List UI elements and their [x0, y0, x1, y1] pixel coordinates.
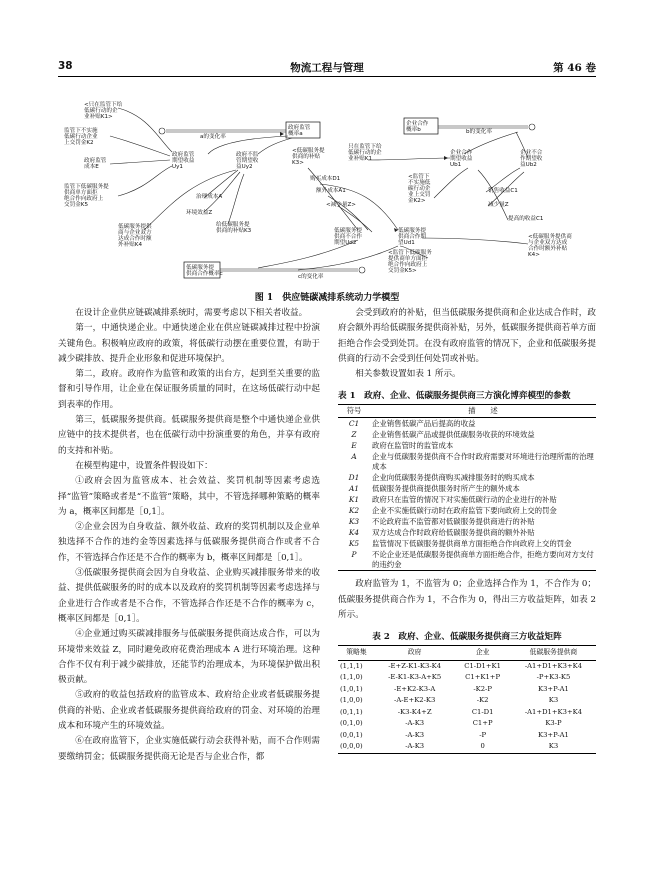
table1-symbol: C1 — [348, 418, 360, 428]
a-rate-label: a的变化率 — [200, 134, 226, 140]
paragraph: 第三，低碳服务提供商。低碳服务提供商是整个中通快递企业供应链中的技术提供者，也在低碳行动中扮演重要的角色，并享有政府的支持和补贴。 — [58, 415, 320, 456]
note-k3b: 给低碳服务提供商的补贴K3 — [216, 222, 252, 234]
table-row — [338, 494, 596, 505]
page-number: 38 — [58, 60, 73, 72]
b-rate-label: b的变化率 — [466, 129, 492, 135]
a-cloud — [159, 128, 165, 134]
table2-cell: 0 — [454, 741, 511, 753]
right-column — [338, 306, 596, 754]
paragraph: ⑥在政府监管下，企业实施低碳行动会获得补贴，而不合作则需要缴纳罚金；低碳服务提供商无论是否与企业合作，都 — [58, 736, 320, 762]
note-k1b: 只在监管下给低碳行动的企业补贴K1 — [348, 144, 382, 162]
table1-description: 政府只在监管的情况下对实施低碳行动的企业进行的补贴 — [372, 494, 557, 504]
table1-symbol: D1 — [348, 472, 360, 482]
note-k1: <只在监管下给低碳行动的企业补贴K1> — [84, 102, 123, 120]
link — [118, 108, 172, 152]
ent-prob-label: 企业合作概率b — [406, 121, 429, 133]
payoff-matrix-table — [338, 645, 596, 754]
table-row — [338, 741, 596, 753]
paragraph: 第一，中通快递企业。中通快递企业在供应链碳减排过程中扮演关键角色。积极响应政府的政策，将低碳行动摆在重要位置，有助于减少碳排放、提升企业形象和促进环境保护。 — [58, 323, 320, 364]
table1-symbol: E — [351, 440, 357, 450]
note-z: 环境效益Z — [186, 210, 213, 216]
note-a: 治理成本A — [196, 194, 223, 200]
table2-cell: (0,1,1) — [340, 707, 363, 716]
table1-title: 表 1 政府、企业、低碳服务提供商三方演化博弈模型的参数 — [338, 391, 571, 402]
table-row — [338, 538, 596, 549]
table-row — [338, 660, 596, 672]
table2-cell: -E+K2-K3-A — [394, 684, 436, 693]
low-payoff: 低碳服务提供商不合作期望Ud2 — [334, 228, 362, 246]
table2-cell: -A-E+K2-K3 — [394, 696, 436, 705]
note-d1: 购买成本D1 — [310, 176, 341, 182]
table1-symbol: A — [351, 451, 357, 461]
table2-cell: -E+Z-K1-K3-K4 — [388, 661, 442, 670]
table1-description: 双方达成合作时政府给低碳服务提供商的额外补贴 — [372, 527, 535, 537]
paragraph: ①政府会因为监管成本、社会效益、奖罚机制等因素考虑选择“监管”策略或者是“不监管”策略，其中，不管选择哪种策略的概率为 a，概率区间都是［0,1］。 — [58, 476, 320, 517]
note-k2: 监管下不实施低碳行动企业上交罚金K2 — [64, 128, 98, 146]
table2-header-strategy: 策略集 — [338, 646, 375, 661]
table1-description: 企业不实施低碳行动时在政府监管下要向政府上交的罚金 — [372, 505, 557, 515]
table2-cell: -P+K3-K5 — [536, 673, 571, 682]
gov-prob-label: 政府监管概率a — [288, 125, 311, 137]
table2-cell: -K2-P — [473, 684, 492, 693]
system-dynamics-diagram — [58, 88, 598, 283]
paragraph: ④企业通过购买碳减排服务与低碳服务提供商达成合作，可以为环境带来效益 Z，同时避免政府花费治理成本 A 进行环境治理。这种合作不仅有利于减少碳排放，还能节约治理成本，为环境保护做出积极贡献。 — [58, 629, 320, 686]
table-row — [338, 516, 596, 527]
table2-header-ent: 企业 — [454, 646, 511, 661]
note-k5: <监管下低碳服务提供商单方面拒绝合作向政府上交罚金K5> — [388, 250, 432, 274]
note-k2b: <监管下不实施低碳行动企业上交罚金K2> — [408, 174, 431, 204]
table2-cell: (0,1,0) — [340, 719, 363, 728]
table-row — [338, 483, 596, 494]
table2-cell: C1+K1+P — [465, 673, 501, 682]
note-c1: 提高的收益C1 — [508, 216, 544, 222]
table1-symbol: K4 — [348, 527, 360, 537]
table2-cell: -E-K1-K3-A+K5 — [388, 673, 442, 682]
table1-description: 不论政府监不监管都对低碳服务提供商进行的补贴 — [372, 516, 535, 526]
parameter-table — [338, 404, 596, 571]
table1-symbol: A1 — [348, 483, 360, 493]
table2-cell: (1,1,1) — [340, 661, 363, 670]
table1-description: 不论企业还是低碳服务提供商单方面拒绝合作，拒绝方要向对方支付的违约金 — [370, 549, 596, 571]
table1-symbol: K2 — [348, 505, 360, 515]
paragraph: 在模型构建中，设置条件假设如下： — [75, 460, 213, 471]
note-a1: 额外成本A1 — [316, 188, 346, 194]
note-sales: 销售收益C1 — [488, 188, 518, 194]
low-prob-label: 低碳服务提供商合作概率c — [186, 265, 223, 277]
paragraph: ⑤政府的收益包括政府的监管成本、政府给企业或者低碳服务提供商的补贴、企业或者低碳服务提供商给政府的罚金、对环境的治理成本和环境产生的环境效益。 — [58, 690, 320, 732]
table1-description: 低碳服务提供商提供服务时所产生的额外成本 — [372, 483, 520, 493]
table-row — [338, 505, 596, 516]
paragraph: 第二，政府。政府作为监管和政策的出台方，起到至关重要的监督和引导作用，让企业在保证服务质量的同时，在这场低碳行动中起到表率的作用。 — [58, 369, 320, 410]
paragraph: 政府监管为 1，不监管为 0；企业选择合作为 1，不合作为 0；低碳服务提供商合作为 1，不合作为 0，得出三方收益矩阵，如表 2 所示。 — [338, 579, 596, 621]
c-rate-label: c的变化率 — [298, 274, 324, 280]
table2-cell: (1,1,0) — [340, 673, 363, 682]
table2-title: 表 2 政府、企业、低碳服务提供商三方收益矩阵 — [372, 632, 562, 643]
table2-cell: C1-D1 — [471, 707, 494, 716]
table2-cell: (1,0,0) — [340, 696, 363, 705]
table-row — [338, 684, 596, 696]
table1-symbol: K5 — [348, 538, 360, 548]
gov-not-payoff: 政府不监管期望收益Uy2 — [236, 152, 259, 170]
table2-cell: -A-K3 — [405, 719, 425, 728]
table2-cell: (1,0,1) — [340, 684, 363, 693]
table1-symbol: Z — [351, 429, 357, 439]
gov-payoff: 政府监管期望收益 Uy1 — [172, 152, 195, 170]
table-row — [338, 718, 596, 730]
table2-cell: K3 — [548, 696, 559, 705]
table1-description: 企业与低碳服务提供商不合作时政府需要对环境进行治理所需的治理成本 — [372, 451, 594, 471]
table-row — [338, 472, 596, 483]
table-row — [338, 440, 596, 451]
table-row — [338, 672, 596, 684]
table2-header-gov: 政府 — [375, 646, 454, 661]
note-k4b: <低碳服务提供商与企业双方达成合作时额外补贴 K4> — [528, 234, 572, 258]
note-k4: 低碳服务提供商与企业双方达成合作时额外补贴K4 — [118, 224, 152, 248]
table2-cell: C1+P — [472, 719, 493, 728]
ent-not-payoff: 企业不合作期望收益Ub2 — [520, 150, 543, 168]
table1-description: 企业向低碳服务提供商购买减排服务时的购买成本 — [372, 472, 535, 482]
table2-cell: K3+P-A1 — [538, 684, 569, 693]
table2-cell: -A1+D1+K3+K4 — [524, 661, 583, 670]
table2-cell: K3 — [511, 741, 596, 753]
table1-header-desc: 描 述 — [370, 405, 596, 418]
note-zz: <减少量Z> — [326, 202, 356, 208]
table-row — [338, 707, 596, 719]
left-column — [58, 306, 320, 765]
table-row — [338, 527, 596, 538]
volume-label: 第 46 卷 — [553, 62, 596, 74]
table2-cell: (0,0,1) — [340, 730, 363, 739]
note-cost: 政府监管成本E — [84, 158, 107, 170]
table2-cell: -A-K3 — [405, 730, 425, 739]
table2-cell: -A1+D1+K3+K4 — [524, 707, 583, 716]
table1-description: 政府在监管时的监管成本 — [372, 440, 454, 450]
paragraph: 相关参数设置如表 1 所示。 — [355, 369, 461, 380]
table-row — [338, 695, 596, 707]
table2-cell: (0,0,0) — [338, 741, 375, 753]
table1-symbol: K1 — [348, 494, 360, 504]
table2-cell: -A-K3 — [375, 741, 454, 753]
paragraph: ③低碳服务提供商会因为自身收益、企业购买减排服务带来的收益、提供低碳服务的时的成本以及政府的奖罚机制等因素考虑选择与企业进行合作或者是不合作，不管选择合作还是不合作的概率为 c，概率区间都是［0,1］。 — [58, 568, 320, 624]
table1-description: 企业销售低碳产品后提高的收益 — [372, 418, 476, 428]
ent-payoff: 企业合作期望收益 Ub1 — [450, 150, 473, 168]
table-row — [338, 418, 596, 430]
table2-cell: K3-P — [545, 719, 562, 728]
note-low-sub: <低碳服务提供商的补贴 K3> — [292, 148, 325, 166]
table1-description: 企业销售低碳产品或提供低碳服务收获的环境效益 — [372, 429, 535, 439]
table2-cell: C1-D1+K1 — [464, 661, 501, 670]
running-header — [58, 56, 596, 77]
paragraph: 在设计企业供应链碳减排系统时，需要考虑以下相关者收益。 — [75, 308, 308, 318]
table2-header-low: 低碳服务提供商 — [511, 646, 596, 661]
table2-cell: -K3-K4+Z — [397, 707, 432, 716]
table1-symbol: P — [338, 549, 370, 571]
paragraph: ②企业会因为自身收益、额外收益、政府的奖罚机制以及企业单独选择不合作的违约金等因素选择与低碳服务提供商合作或者不合作，不管选择合作还是不合作的概率为 b，概率区间都是［0,1］。 — [58, 522, 320, 563]
table2-cell: -P — [479, 730, 487, 739]
table1-symbol: K3 — [348, 516, 360, 526]
table-row — [338, 549, 596, 571]
table-row — [338, 451, 596, 472]
table2-cell: -K2 — [476, 696, 489, 705]
table2-cell: K3+P-A1 — [538, 730, 569, 739]
table-row — [338, 429, 596, 440]
table1-header-symbol: 符号 — [338, 405, 370, 418]
table1-description: 监管情况下低碳服务提供商单方面拒绝合作向政府上交的罚金 — [372, 538, 572, 548]
low-not-payoff: 低碳服务提供商合作期望Ud1 — [398, 228, 426, 246]
paragraph: 会受到政府的补贴，但当低碳服务提供商和企业达成合作时，政府会额外再给低碳服务提供商补贴，另外，低碳服务提供商若单方面拒绝合作会受到处罚。在没有政府监管的情况下，企业和低碳服务提供商的行动不会受到任何处罚或补贴。 — [338, 308, 596, 364]
note-z2: 减少量Z — [488, 202, 509, 208]
note-k3: 监管下低碳服务提供商单方面拒绝合作向政府上交罚金K5 — [64, 184, 109, 208]
journal-title: 物流工程与管理 — [290, 62, 364, 74]
figure-caption: 图 1 供应链碳减排系统动力学模型 — [254, 293, 400, 303]
table-row — [338, 730, 596, 742]
